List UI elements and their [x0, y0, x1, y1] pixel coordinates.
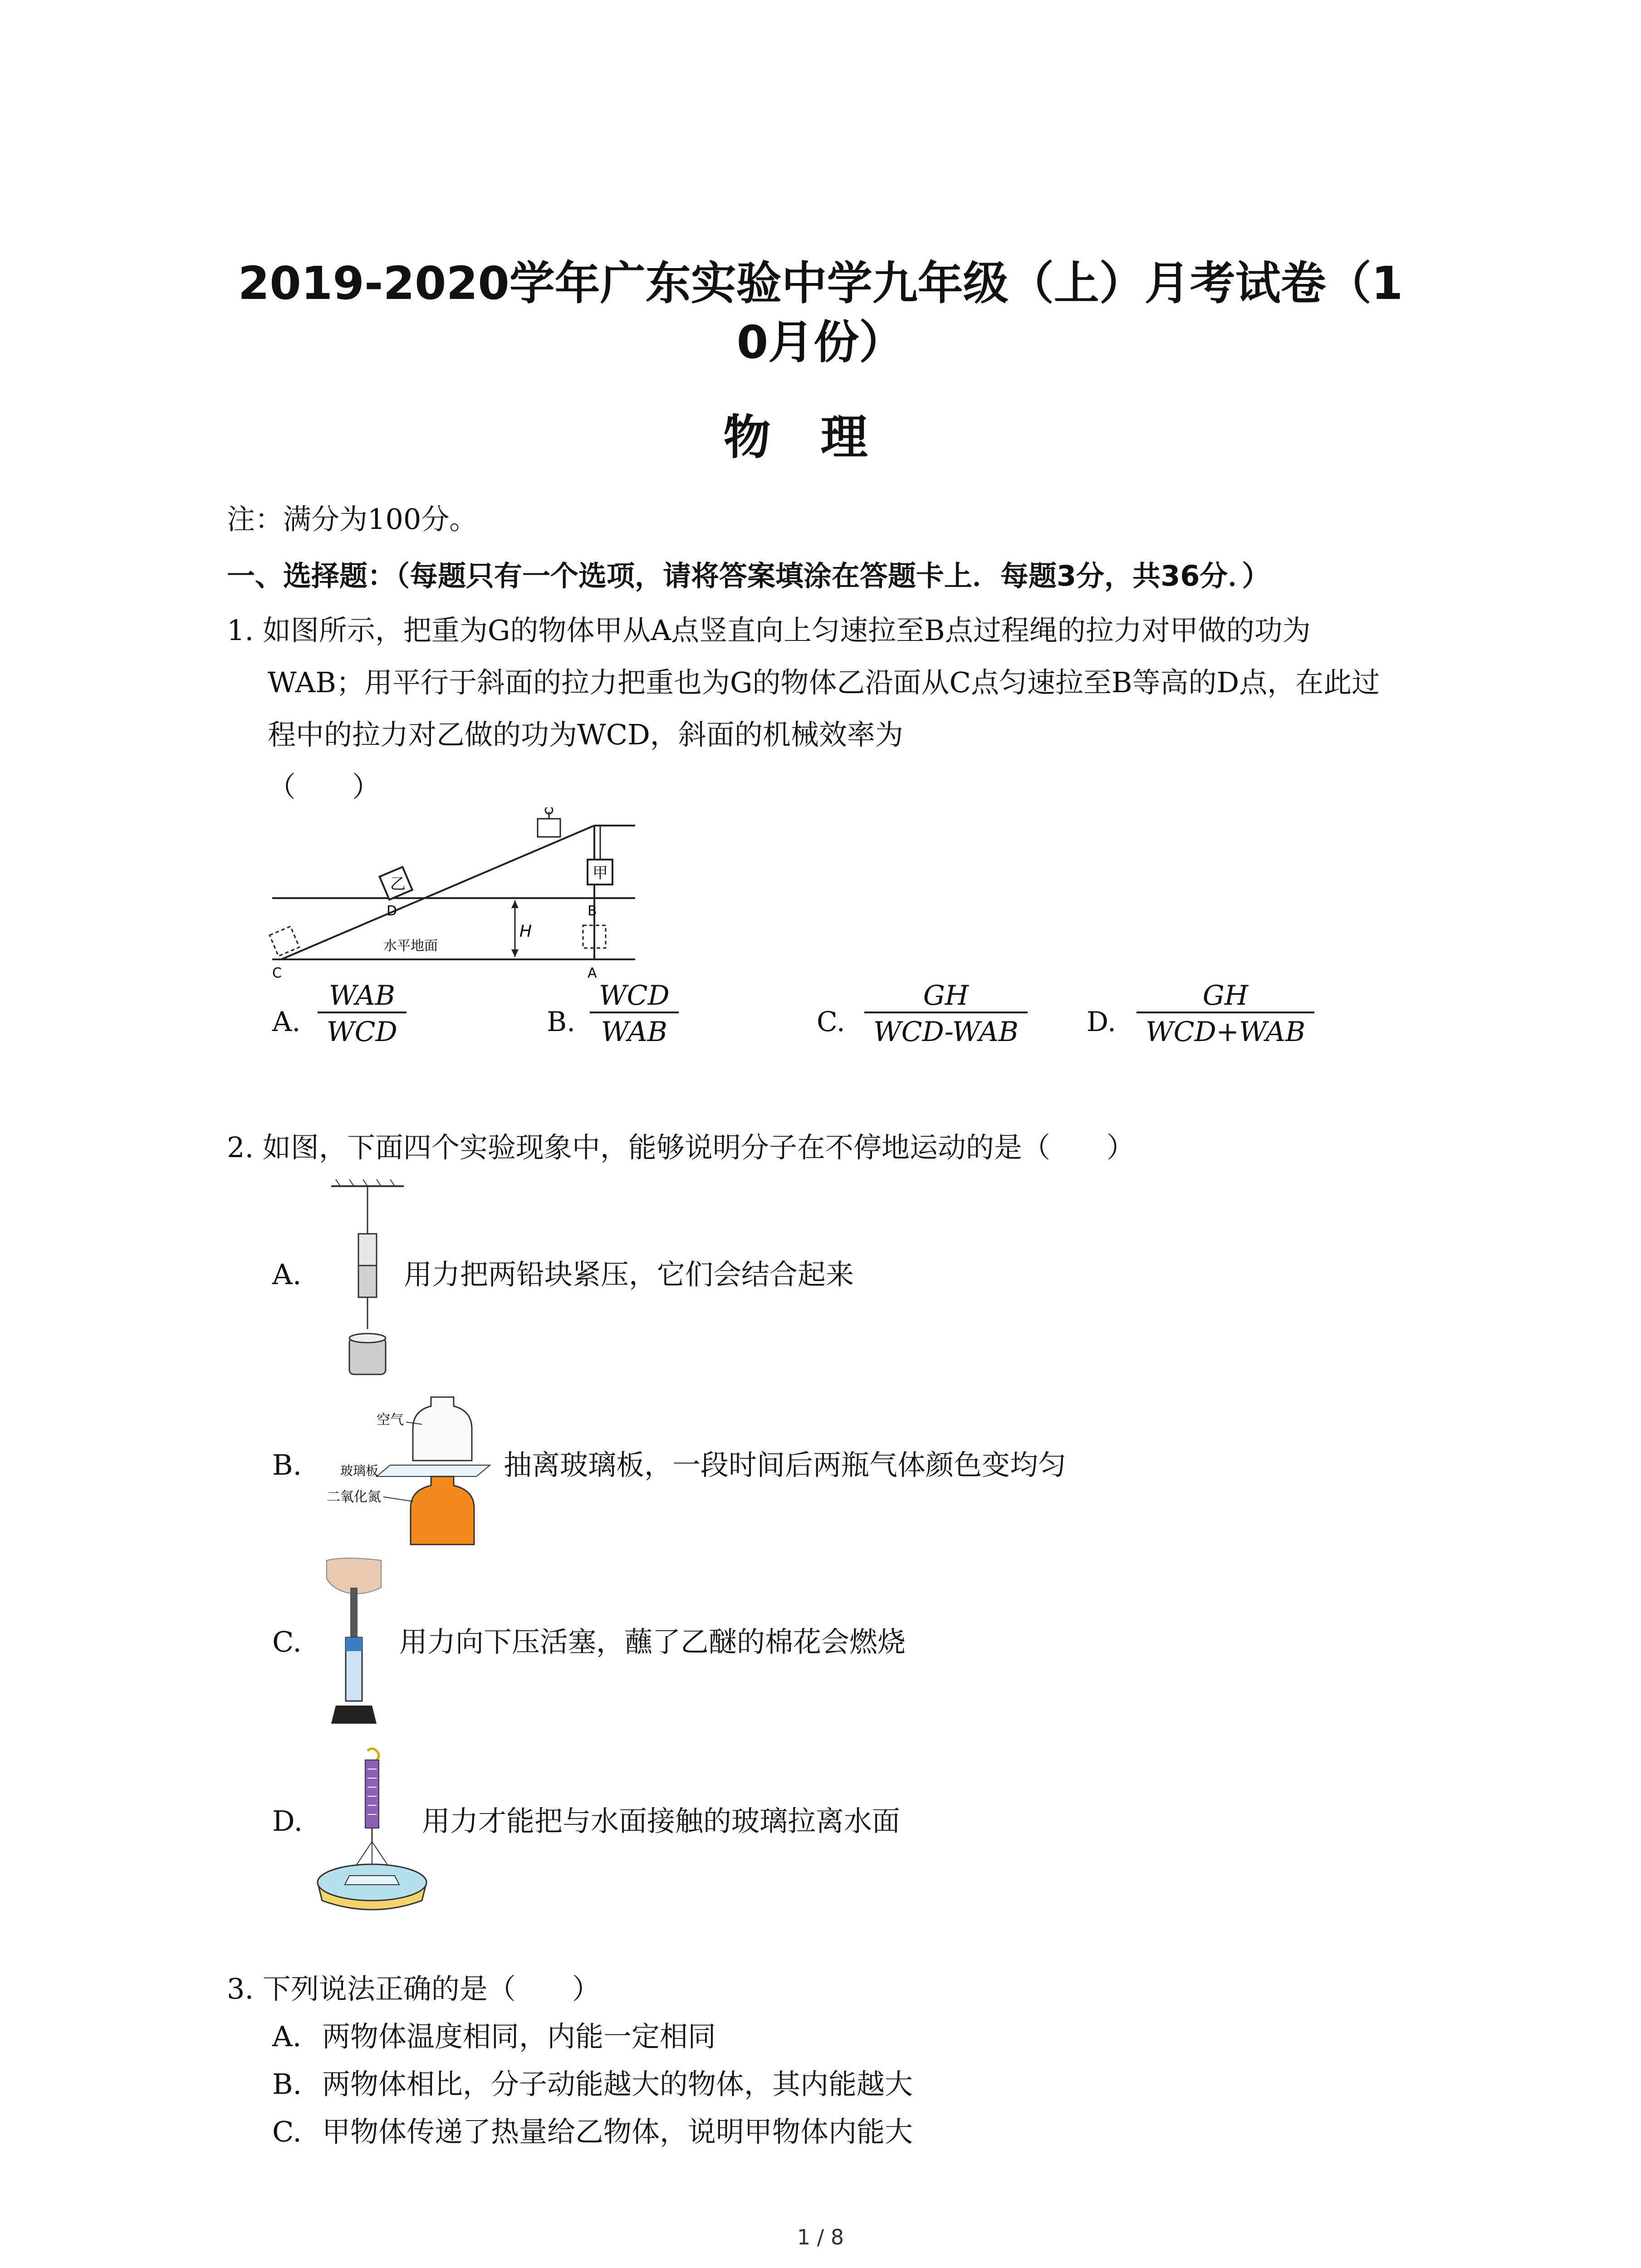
q1-option-d — [1136, 980, 1314, 1048]
q2-option-c-letter: C. — [272, 1625, 302, 1658]
q1-option-c-letter: C. — [817, 1006, 845, 1038]
q3-option-b-text: 两物体相比，分子动能越大的物体，其内能越大 — [322, 2068, 913, 2101]
page-title-line1: 2019-2020学年广东实验中学九年级（上）月考试卷（1 — [238, 257, 1403, 310]
q1-fig-yi: 乙 — [390, 875, 406, 893]
q2-fig-no2: 二氧化氮 — [327, 1489, 381, 1505]
q1-fig-H: H — [519, 922, 532, 941]
q1-line1: 1. 如图所示，把重为G的物体甲从A点竖直向上匀速拉至B点过程绳的拉力对甲做的功为 — [227, 614, 1311, 647]
q1-fig-A: A — [588, 965, 597, 981]
q1-fig-D: D — [387, 903, 397, 919]
q1-option-a-letter: A. — [272, 1006, 301, 1038]
q2-option-a-letter: A. — [272, 1258, 302, 1291]
q2-stem: 2. 如图，下面四个实验现象中，能够说明分子在不停地运动的是（ ） — [227, 1131, 1135, 1164]
q2-lead-blocks-figure — [327, 1179, 408, 1379]
page-number: 1 / 8 — [797, 2225, 844, 2249]
q1-option-b-den: WAB — [590, 1012, 679, 1048]
q1-fig-jia: 甲 — [593, 864, 608, 882]
q3-stem: 3. 下列说法正确的是（ ） — [227, 1972, 600, 2005]
q3-option-a-letter: A. — [272, 2020, 302, 2053]
q2-option-d-letter: D. — [272, 1804, 303, 1838]
q1-option-d-den: WCD+WAB — [1136, 1012, 1314, 1048]
q2-option-a-text: 用力把两铅块紧压，它们会结合起来 — [404, 1258, 854, 1291]
subject-heading: 物理 — [723, 409, 918, 465]
q1-option-c-den: WCD-WAB — [864, 1012, 1028, 1048]
q1-option-b-num: WCD — [599, 980, 670, 1012]
q1-option-a-num: WAB — [328, 980, 395, 1012]
q2-piston-figure — [318, 1556, 399, 1742]
q2-gas-bottles-figure — [318, 1388, 508, 1551]
q1-option-d-num: GH — [1202, 980, 1249, 1012]
q1-incline-figure — [268, 807, 649, 989]
q2-option-c-text: 用力向下压活塞，蘸了乙醚的棉花会燃烧 — [399, 1625, 906, 1658]
q1-fig-B: B — [588, 903, 597, 919]
q2-option-d-text: 用力才能把与水面接触的玻璃拉离水面 — [422, 1804, 901, 1838]
q1-fig-ground: 水平地面 — [383, 938, 438, 954]
q2-fig-air: 空气 — [377, 1412, 404, 1428]
q3-option-a-text: 两物体温度相同，内能一定相同 — [322, 2020, 716, 2053]
q1-option-d-letter: D. — [1087, 1006, 1117, 1038]
q1-line2: WAB；用平行于斜面的拉力把重也为G的物体乙沿面从C点匀速拉至B等高的D点，在此过 — [268, 666, 1380, 699]
q1-option-c — [864, 980, 1028, 1048]
q1-option-c-num: GH — [923, 980, 969, 1012]
page-title-line2: 0月份） — [736, 316, 905, 369]
q1-option-b — [590, 980, 679, 1048]
q1-answer-blank: （ ） — [268, 770, 381, 803]
q1-option-b-letter: B. — [547, 1006, 576, 1038]
q1-option-a-den: WCD — [318, 1012, 407, 1048]
q1-line3: 程中的拉力对乙做的功为WCD，斜面的机械效率为 — [268, 718, 903, 751]
q3-option-c-letter: C. — [272, 2115, 302, 2148]
q3-option-c-text: 甲物体传递了热量给乙物体，说明甲物体内能大 — [322, 2115, 913, 2148]
q1-option-a — [318, 980, 407, 1048]
q2-spring-scale-figure — [313, 1746, 440, 1919]
q2-option-b-text: 抽离玻璃板，一段时间后两瓶气体颜色变均匀 — [504, 1448, 1067, 1481]
q3-option-b-letter: B. — [272, 2068, 302, 2101]
section-heading: 一、选择题：（每题只有一个选项，请将答案填涂在答题卡上．每题3分，共36分．） — [227, 559, 1270, 592]
q1-fig-C: C — [272, 965, 282, 981]
q2-option-b-letter: B. — [272, 1448, 302, 1481]
q2-fig-glass: 玻璃板 — [340, 1463, 379, 1478]
score-note: 注：满分为100分。 — [227, 503, 478, 536]
